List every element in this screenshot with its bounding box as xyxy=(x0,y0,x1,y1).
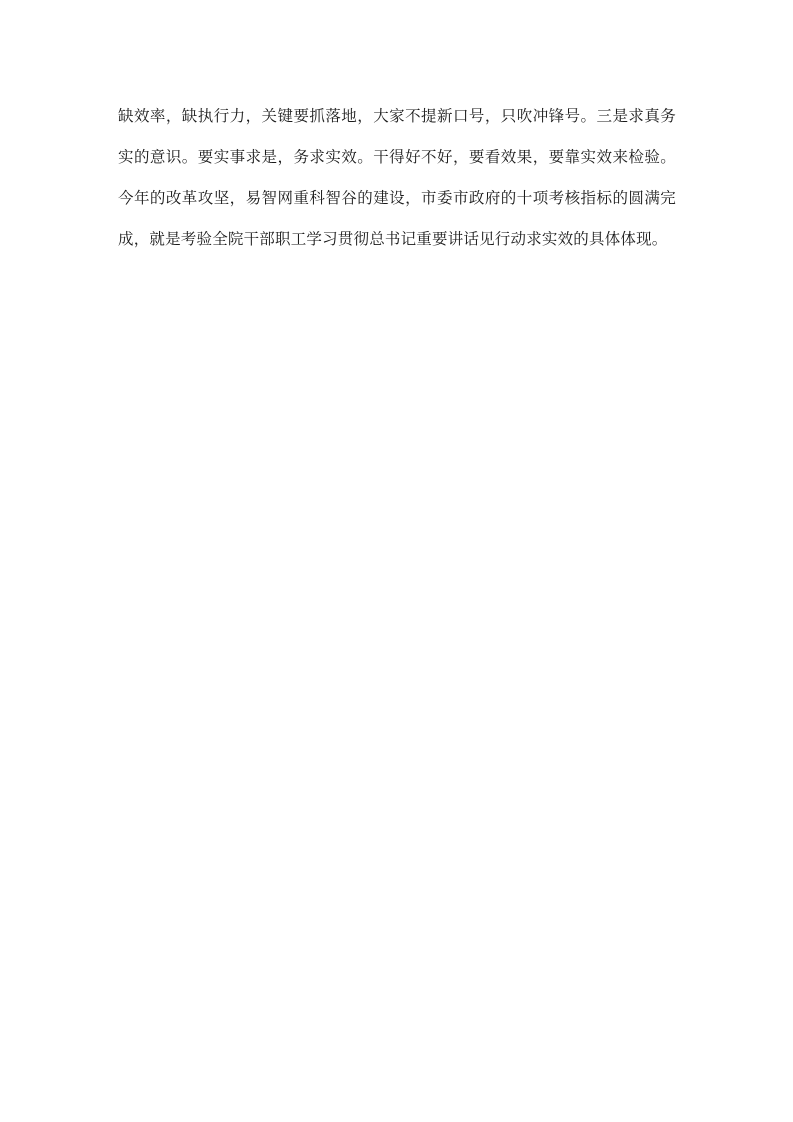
paragraph: 缺效率，缺执行力，关键要抓落地，大家不提新口号，只吹冲锋号。三是求真务实的意识。要实事求是，务求实效。干得好不好，要看效果，要靠实效来检验。今年的改革攻坚，易智网重科智谷的建设，市委市政府的十项考核指标的圆满完成，就是考验全院干部职工学习贯彻总书记重要讲话见行动求实效的具体体现。 xyxy=(118,107,676,248)
document-text-body xyxy=(118,96,676,260)
